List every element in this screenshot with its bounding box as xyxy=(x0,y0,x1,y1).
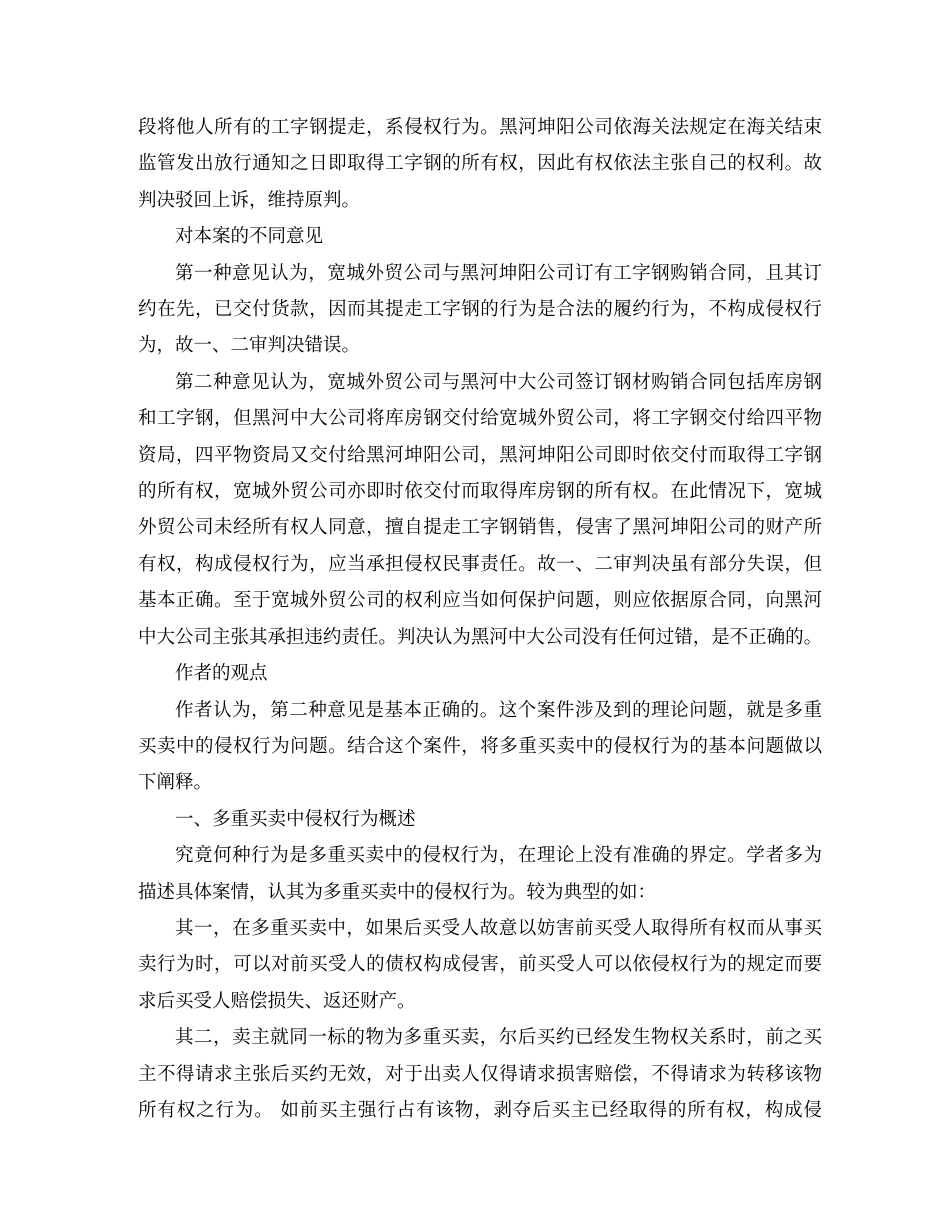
text-line: 求后买受人赔偿损失、返还财产。 xyxy=(138,990,416,1012)
paragraph-example-one xyxy=(138,911,822,1020)
text-line: 第一种意见认为，宽城外贸公司与黑河坤阳公司订有工字钢购销合同，且其订 xyxy=(175,262,822,284)
text-line: 作者认为，第二种意见是基本正确的。这个案件涉及到的理论问题，就是多重 xyxy=(175,699,822,721)
text-line: 其二，卖主就同一标的物为多重买卖，尔后买约已经发生物权关系时，前之买 xyxy=(175,1027,822,1049)
text-line: 下阐释。 xyxy=(138,772,213,794)
section-heading-differing-opinions xyxy=(138,219,822,255)
paragraph-author-opinion xyxy=(138,693,822,802)
paragraph-first-opinion xyxy=(138,256,822,365)
text-line: 约在先，已交付货款，因而其提走工字钢的行为是合法的履约行为，不构成侵权行 xyxy=(138,299,822,321)
text-line: 资局，四平物资局又交付给黑河坤阳公司，黑河坤阳公司即时依交付而取得工字钢 xyxy=(138,444,822,466)
text-line: 究竟何种行为是多重买卖中的侵权行为，在理论上没有准确的界定。学者多为 xyxy=(175,845,822,867)
section-heading-author-view xyxy=(138,656,822,692)
text-line: 主不得请求主张后买约无效，对于出卖人仅得请求损害赔偿，不得请求为转移该物 xyxy=(138,1063,822,1085)
text-line: 外贸公司未经所有权人同意，擅自提走工字钢销售，侵害了黑河坤阳公司的财产所 xyxy=(138,517,822,539)
text-line: 判决驳回上诉，维持原判。 xyxy=(138,189,361,211)
text-line: 所有权之行为。 如前买主强行占有该物，剥夺后买主已经取得的所有权，构成侵 xyxy=(138,1099,822,1121)
paragraph-example-two xyxy=(138,1020,822,1129)
paragraph-second-opinion xyxy=(138,365,822,656)
text-line: 第二种意见认为，宽城外贸公司与黑河中大公司签订钢材购销合同包括库房钢 xyxy=(175,371,822,393)
text-line: 和工字钢，但黑河中大公司将库房钢交付给宽城外贸公司，将工字钢交付给四平物 xyxy=(138,408,822,430)
text-line: 作者的观点 xyxy=(175,663,268,685)
text-line: 段将他人所有的工字钢提走，系侵权行为。黑河坤阳公司依海关法规定在海关结束 xyxy=(138,117,822,138)
text-line: 的所有权，宽城外贸公司亦即时依交付而取得库房钢的所有权。在此情况下，宽城 xyxy=(138,481,822,503)
document-body xyxy=(138,110,822,1129)
text-line: 买卖中的侵权行为问题。结合这个案件，将多重买卖中的侵权行为的基本问题做以 xyxy=(138,735,822,757)
text-line: 其一，在多重买卖中，如果后买受人故意以妨害前买受人取得所有权而从事买 xyxy=(175,917,822,939)
text-line: 监管发出放行通知之日即取得工字钢的所有权，因此有权依法主张自己的权利。故 xyxy=(138,153,822,175)
text-line: 描述具体案情，认其为多重买卖中的侵权行为。较为典型的如： xyxy=(138,881,657,903)
text-line: 中大公司主张其承担违约责任。判决认为黑河中大公司没有任何过错，是不正确的。 xyxy=(138,626,823,648)
text-line: 对本案的不同意见 xyxy=(175,226,324,248)
text-line: 一、多重买卖中侵权行为概述 xyxy=(175,808,416,830)
paragraph-court-ruling xyxy=(138,110,822,219)
text-line: 卖行为时，可以对前买受人的债权构成侵害，前买受人可以依侵权行为的规定而要 xyxy=(138,954,822,976)
section-heading-overview xyxy=(138,802,822,838)
text-line: 为，故一、二审判决错误。 xyxy=(138,335,361,357)
paragraph-definition xyxy=(138,838,822,911)
text-line: 基本正确。至于宽城外贸公司的权利应当如何保护问题，则应依据原合同，向黑河 xyxy=(138,590,822,612)
text-line: 有权，构成侵权行为，应当承担侵权民事责任。故一、二审判决虽有部分失误，但 xyxy=(138,553,822,575)
